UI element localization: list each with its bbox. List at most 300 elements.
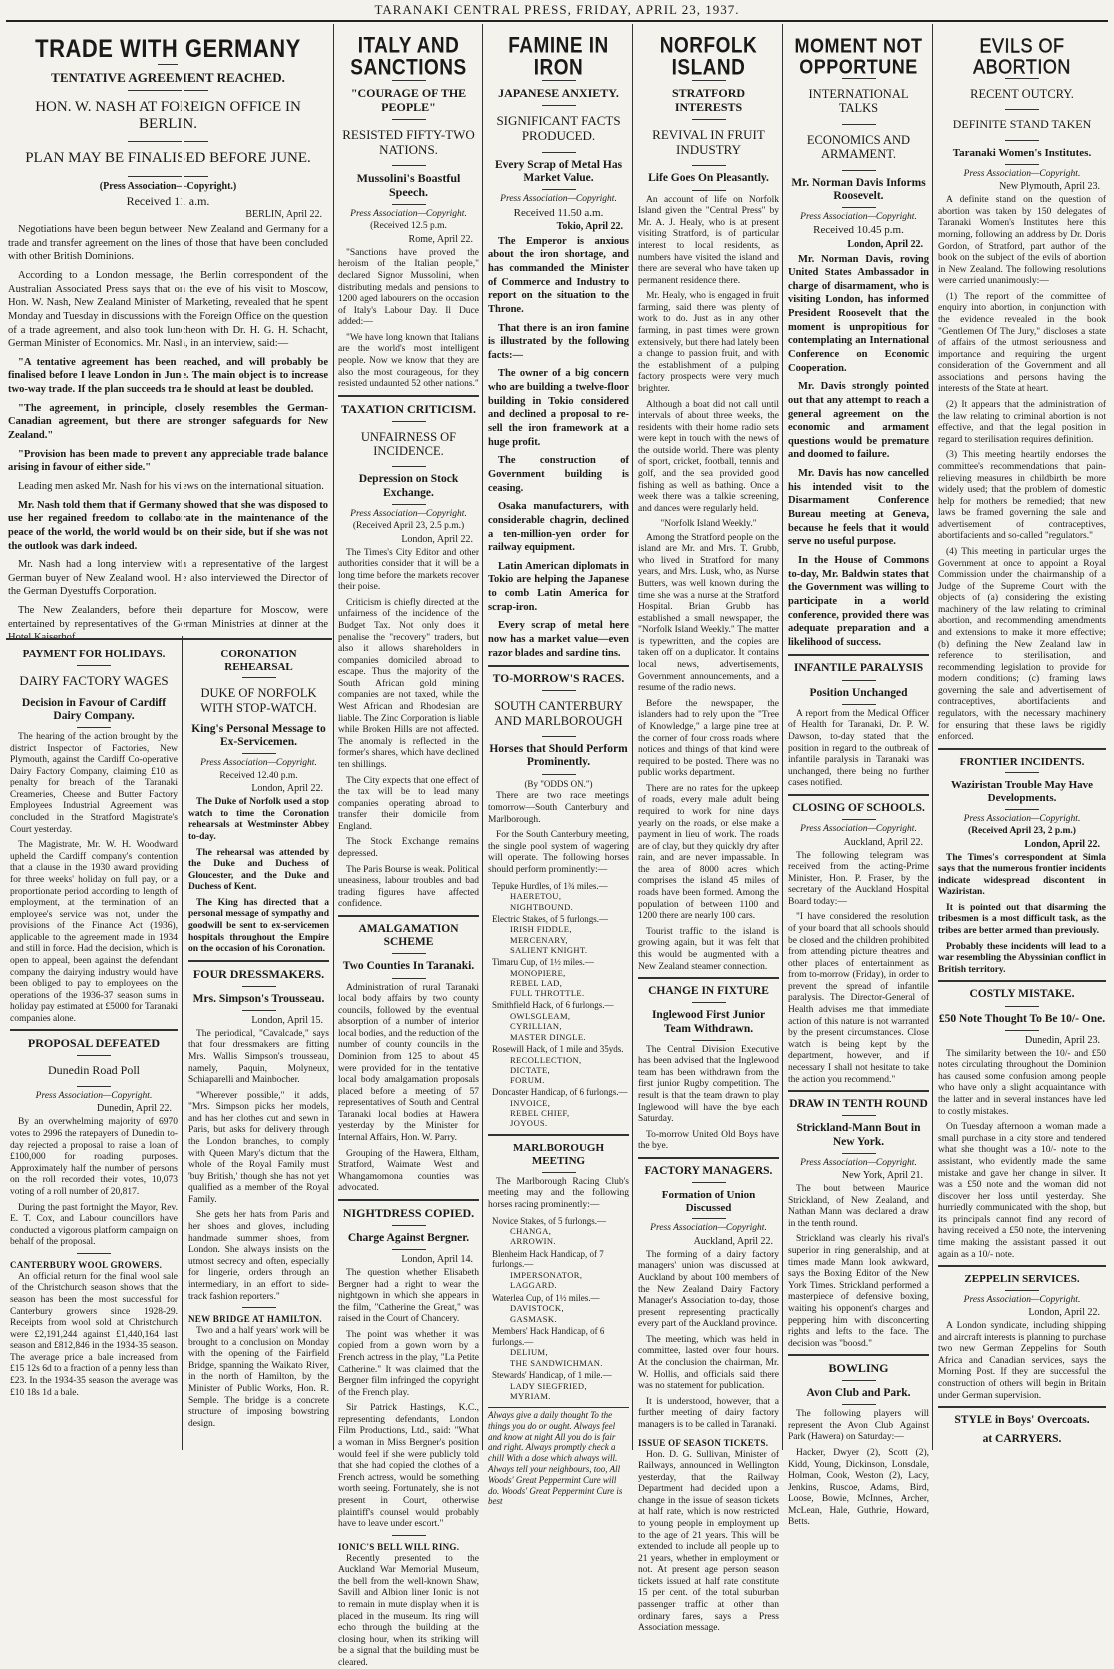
race-event: Novice Stakes, of 5 furlongs.—	[492, 1215, 606, 1226]
headline: CHANGE IN FIXTURE	[648, 985, 769, 998]
divider	[392, 204, 426, 205]
column-1-lower	[6, 642, 182, 1447]
article-four-dressmakers	[188, 968, 329, 1303]
credit: Press Association—Copyright.	[963, 1294, 1081, 1305]
divider	[692, 165, 726, 166]
divider	[542, 152, 576, 153]
horse-name: CYRILLIAN,	[510, 1021, 562, 1032]
column-5	[634, 34, 783, 1634]
subheadline: RECENT OUTCRY.	[970, 87, 1074, 101]
paragraph: The Times's City Editor and other authorities consider that it will be a long time before the markets recover their poise.	[338, 547, 479, 593]
article-amalgamation-scheme	[338, 923, 479, 1195]
divider	[842, 1380, 876, 1381]
received-time: Received 11 a.m.	[126, 193, 210, 208]
race-event: Doncaster Handicap, of 6 furlongs.—	[492, 1087, 628, 1098]
divider	[392, 421, 426, 422]
paragraph: Administration of rural Taranaki local body affairs by two county councils, followed by the eventual absorption of a number of interior local bodies, and the reduction of the number of county councils in the Dominion from 125 to about 45 were provided for in the tentative local body amalgamation proposals placed before a meeting of 57 representatives of South and Central Taranaki local bodies at Hawera yesterday by the Minister for Internal Affairs, Hon. W. Parry.	[338, 982, 479, 1144]
headline: CANTERBURY WOOL GROWERS.	[10, 1259, 163, 1270]
divider	[242, 986, 276, 987]
paragraph: A report from the Medical Officer of Health for Taranaki, Dr. P. W. Dawson, to-day stated that the position in regard to the outbreak of infantile paralysis in Taranaki was unchanged, there being no further cases notified.	[788, 708, 929, 789]
column-6	[784, 34, 933, 1528]
horse-name: JOYOUS.	[510, 1118, 548, 1129]
subheadline: SIGNIFICANT FACTS PRODUCED.	[496, 112, 621, 143]
paragraph: That there is an iron famine is illustrated by the following facts:—	[488, 322, 629, 361]
paragraph: The bout between Maurice Strickland, of New Zealand, and Nathan Mann was declared a draw in the tenth round.	[788, 1184, 929, 1229]
paragraph: Mr. Nash told them that if Germany showed that she was disposed to use her regained freedom to collaborate in the maintenance of the peace of the world, the world would be on their side, but if she was not the outlook was dark indeed.	[8, 499, 328, 552]
paragraph: "The agreement, in principle, closely resembles the German-Canadian agreement, but there are stronger safeguards for New Zealand."	[8, 402, 328, 442]
divider	[392, 466, 426, 467]
divider	[488, 1407, 629, 1408]
subheadline: DEFINITE STAND TAKEN	[952, 117, 1092, 132]
horse-name: LADY SIEGFRIED,	[510, 1380, 587, 1391]
headline: TO-MORROW'S RACES.	[492, 673, 625, 686]
dateline: London, April 22.	[1028, 1307, 1100, 1319]
divider	[392, 504, 426, 505]
article-costly-mistake	[938, 988, 1106, 1261]
race-event: Tepuke Hurdles, of 1¾ miles.—	[492, 880, 608, 891]
section-rule	[788, 1090, 929, 1092]
article-change-in-fixture	[638, 985, 779, 1153]
article-trade-with-germany	[8, 34, 328, 644]
divider	[1005, 140, 1039, 141]
column-7	[934, 34, 1110, 1446]
paragraph: Negotiations have been begun between New Zealand and Germany for a trade and transfer agreement on the lines of those that have been concluded with other British Dominions.	[8, 224, 328, 263]
divider	[77, 1253, 111, 1254]
divider	[842, 819, 876, 820]
race-event: Electric Stakes, of 5 furlongs.—	[492, 913, 608, 924]
paragraph: According to a London message, the Berlin correspondent of the Australian Associated Press says that on the eve of his visit to Moscow, Hon. W. Nash, New Zealand Minister of Marketing, revealed that he spent Monday and Tuesday in discussions with the Foreign Office on the question of a trade agreement, and also took luncheon with Dr. H. G. H. Schacht, German Minister of Economics. Mr. Nash, in an interview, said:—	[8, 270, 328, 350]
headline: COSTLY MISTAKE.	[969, 988, 1075, 1001]
paragraph: She gets her hats from Paris and her shoes and gloves, including handmade summer shoes, from London. She always insists on the utmost secrecy and often, especially for lingerie, orders through an intermediary, in an effort to side-track fashion reporters."	[188, 1210, 329, 1302]
article-new-bridge	[188, 1314, 329, 1430]
race-event: Timaru Cup, of 1½ miles.—	[492, 957, 594, 968]
section-rule	[10, 1029, 178, 1031]
horse-name: NIGHTBOUND.	[510, 901, 574, 912]
divider	[842, 78, 876, 79]
byline: (By "ODDS ON.")	[524, 778, 593, 789]
received-time: (Received April 23, 2.5 p.m.)	[352, 521, 465, 532]
paragraph: The similarity between the 10/- and £50 notes circulating throughout the Dominion has caused some confusion among people who have only a slight acquaintance with the latter and in several instances have led to costly mistakes.	[938, 1048, 1106, 1117]
section-subhead: ISSUE OF SEASON TICKETS.	[638, 1437, 769, 1448]
paragraph: Mr. Nash had a long interview with a representative of the largest German buyer of New Zealand wool. He also interviewed the Director of the German Dyestuffs Corporation.	[8, 559, 328, 598]
paragraph: On Tuesday afternoon a woman made a small purchase in a city store and tendered what she thought was a 10/- note to the assistant, who evidently made the same mistake and gave her change in silver. It was a £50 note and the woman did not discover her loss until yesterday. She hurriedly communicated with the shop, but its principals cannot find any record of having received a £50 note, the intervening time making the assistant passed it out again as a 10/- note.	[938, 1122, 1106, 1260]
horse-name: REBEL LAD,	[510, 978, 563, 989]
advertisement: Always give a daily thought To the things you do or ought. Always feel and know at night All you do is fair and right. Always promptly check a chill With a dose which always will. Always tell your neighbours, too, All Woods' Great Peppermint Cure will do. Woods' Great Peppermint Cure is best	[488, 1409, 623, 1507]
paragraph: The Paris Bourse is weak. Political uneasiness, labour troubles and bad trading figures have affected confidence.	[338, 864, 479, 910]
horse-name: SALIENT KNIGHT.	[510, 944, 588, 955]
paragraph: Grouping of the Hawera, Eltham, Stratford, Waimate West and Whangamomona counties was advocated.	[338, 1148, 479, 1194]
dateline: London, April 22.	[1024, 838, 1100, 850]
credit: Press Association—Copyright.	[800, 824, 917, 835]
received-time: Received 12.40 p.m.	[219, 770, 298, 781]
divider	[1005, 1006, 1039, 1007]
article-payment-for-holidays	[10, 648, 178, 1025]
paragraph: A London syndicate, including shipping and aircraft interests is planning to purchase two new German Zeppelins for South Africa and Canadian services, says the Morning Post. If they are successful the construction of others will begin in Britain under German supervision.	[938, 1321, 1106, 1401]
paragraph: The construction of Government building is ceasing.	[488, 455, 629, 494]
dateline: Auckland, April 22.	[693, 1235, 773, 1247]
paragraph: Hon. D. G. Sullivan, Minister of Railways, announced in Wellington yesterday, that the Railway Department had decided upon a change in the issue of season tickets at half rate, which is now restricted to young people in employment up to the age of 21 years. This will be extended to include all people up to 21 years, whether in employment or not. At present age person season tickets issued at half rate constitute 15 per cent. of the total suburban passenger traffic at other than ordinary fares, says a Press Association message.	[638, 1449, 779, 1634]
divider	[842, 207, 876, 208]
headline: FACTORY MANAGERS.	[644, 1164, 773, 1177]
divider	[392, 119, 426, 120]
divider	[842, 170, 876, 171]
divider	[77, 665, 111, 666]
paragraph: "Sanctions have proved the heroism of the Italian people," declared Signor Mussolini, when distributing medals and pensions to 1200 aged labourers on the occasion of Italy's Labour Day. Il Duce added:—	[338, 247, 479, 328]
divider	[242, 1010, 276, 1011]
horse-name: MASTER DINGLE.	[510, 1031, 586, 1042]
column-4	[484, 34, 633, 1507]
paragraph: The hearing of the action brought by the district Inspector of Factories, New Plymouth, against the Cardiff Co-operative Dairy Factory Company, claiming £10 as penalty for breach of the Taranaki Creameries, Cheese and Butter Factory Employees Industrial Agreement was concluded in the Stratford Magistrate's Court yesterday.	[10, 732, 178, 835]
headline: TAXATION CRITICISM.	[341, 401, 476, 416]
divider	[128, 141, 208, 142]
section-rule	[188, 960, 329, 962]
section-subhead: "Norfolk Island Weekly."	[660, 519, 757, 530]
divider	[128, 90, 208, 91]
ad-line: STYLE in Boys' Overcoats.	[954, 1414, 1090, 1427]
headline: NIGHTDRESS COPIED.	[342, 1205, 475, 1220]
divider	[392, 1535, 426, 1536]
divider	[542, 105, 576, 106]
paragraph: (1) The report of the committee of enquiry into abortion, in conjunction with the evidence revealed in the book "Gentlemen Of The Jury," discloses a state of affairs of the utmost seriousness and importance and requiring the urgent consideration of the Government and all associations and persons having the interests of the State at heart.	[938, 291, 1106, 395]
headline: PAYMENT FOR HOLIDAYS.	[22, 648, 166, 660]
divider	[692, 80, 726, 81]
subheadline: PLAN MAY BE FINALISED BEFORE JUNE.	[25, 150, 311, 167]
section-rule	[638, 977, 779, 979]
article-ionics-bell	[338, 1542, 479, 1669]
column-3	[334, 34, 483, 1668]
headline: FAMINE IN IRON	[508, 34, 609, 80]
horse-name: THE SANDWICHMAN.	[510, 1357, 603, 1368]
subheadline: King's Personal Message to Ex-Servicemen.	[191, 723, 326, 749]
divider	[692, 119, 726, 120]
divider	[542, 1172, 576, 1173]
section-rule	[788, 1354, 929, 1356]
divider	[392, 80, 426, 81]
subheadline: Strickland-Mann Bout in New York.	[796, 1122, 921, 1148]
subheadline: Formation of Union Discussed	[661, 1189, 756, 1214]
credit: Press Association—Copyright.	[35, 1091, 153, 1102]
subheadline: Depression on Stock Exchange.	[358, 473, 459, 499]
paragraph: (2) It appears that the administration of the law relating to criminal abortion is not effective, and that the legal position in regard to sterilisation requires definition.	[938, 400, 1106, 445]
race-event: Blenheim Hack Handicap, of 7 furlongs.—	[492, 1248, 604, 1270]
masthead-rule	[6, 20, 1108, 22]
paragraph: "Wherever possible," it adds, "Mrs. Simpson picks her models, and has her clothes cut and sewn in Paris, but asks for delivery through the London branches, to comply with Queen Mary's dictum that the whole of the Royal Family must 'buy British,' though she has not yet qualified as a member of the Royal Family.	[188, 1090, 329, 1205]
divider	[392, 953, 426, 954]
race-event: Waterlea Cup, of 1½ miles.—	[492, 1292, 600, 1303]
horse-name: RECOLLECTION,	[510, 1054, 582, 1065]
horse-name: DELIUM,	[510, 1347, 548, 1358]
horse-name: MERCENARY,	[510, 934, 568, 945]
paragraph: Leading men asked Mr. Nash for his views on the international situation.	[18, 480, 324, 492]
divider	[392, 1249, 426, 1250]
article-infantile-paralysis	[788, 662, 929, 789]
article-zeppelin-services	[938, 1273, 1106, 1402]
paragraph: By an overwhelming majority of 6970 votes to 2996 the ratepayers of Dunedin to-day rejected a proposal to raise a loan of £100,000 for roading purposes. Approximately half the number of persons on the roll recorded their votes, 10,073 voting of a roll number of 20,817.	[10, 1117, 178, 1197]
subheadline: HON. W. NASH AT FOREIGN OFFICE IN BERLIN.	[35, 98, 301, 133]
paragraph: "We have long known that Italians are the world's most intelligent people. Now we know that they are also the most courageous, for they resisted undaunted 52 other nations."	[338, 332, 479, 390]
paragraph: Sir Patrick Hastings, K.C., representing defendants, London Film Productions, Ltd., said: "What a woman in Miss Bergner's position would feel if she were publicly told that she had copied the clothes of a French actress, would be something worth seeing. Fortunately, she is not present in Court, otherwise plaintiff's counsel would probably have to leave under escort."	[338, 1403, 479, 1530]
divider	[392, 978, 426, 979]
article-taxation-criticism	[338, 403, 479, 911]
received-time: (Received April 23, 2 p.m.)	[968, 826, 1076, 837]
divider	[1005, 1030, 1039, 1031]
divider	[542, 774, 576, 775]
horse-name: DAVISTOCK,	[510, 1303, 564, 1314]
dateline: Rome, April 22.	[408, 233, 473, 245]
paragraph: Tourist traffic to the island is growing again, but it was felt that this would be augmented with a New Zealand steamer connection.	[638, 926, 779, 972]
horse-name: FORUM.	[510, 1074, 545, 1085]
subheadline: Horses that Should Perform Prominently.	[489, 743, 628, 769]
article-coronation-rehearsal	[188, 648, 329, 956]
article-tomorrows-races	[488, 673, 629, 1128]
divider	[77, 1055, 111, 1056]
paragraph: (4) This meeting in particular urges the Government at once to appoint a Royal Commission under the chairmanship of a Judge of the Supreme Court with the objects of (a) considering the existing machinery of the law relating to criminal abortion, and recommending amendments and extensions to make it more effective; (b) defining the New Zealand law in reference to sterilisation, and recommending legislation to provide for modern conditions; (c) framing laws governing the sale and advertisement of contraceptives, abortifacients and regulators, with the necessary machinery for ensuring that these laws be rigidly enforced.	[938, 546, 1106, 743]
divider	[842, 680, 876, 681]
article-closing-of-schools	[788, 802, 929, 1086]
paragraph: The meeting, which was held in committee, lasted over four hours. At the conclusion the chairman, Mr. W. Hollis, and officials said there was no statement for publication.	[638, 1334, 779, 1392]
paragraph: Mr. Healy, who is engaged in fruit farming, said there was plenty of work to do. Just as in any other farming, in past times were grown extensively, but there had lately been a change to passion fruit, and with the establishment of a pulping factory prospects were very much brighter.	[638, 291, 779, 394]
subheadline: JAPANESE ANXIETY.	[498, 86, 619, 100]
divider	[542, 736, 576, 737]
dateline: London, April 22.	[847, 238, 923, 250]
divider	[1005, 109, 1039, 110]
section-rule	[488, 1134, 629, 1136]
divider	[542, 690, 576, 691]
article-nightdress-copied	[338, 1207, 479, 1531]
paragraph: The Emperor is anxious about the iron shortage, and has commanded the Minister of Commerce and Industry to report on the situation to the Throne.	[488, 235, 629, 315]
subheadline: Charge Against Bergner.	[347, 1231, 470, 1244]
section-rule	[338, 1199, 479, 1201]
divider	[1005, 78, 1039, 79]
divider	[692, 190, 726, 191]
dateline: BERLIN, April 22.	[245, 209, 322, 221]
divider	[392, 165, 426, 166]
horse-name: GASMASK.	[510, 1313, 557, 1324]
article-canterbury-wool	[10, 1260, 178, 1399]
paragraph: The Magistrate, Mr. W. H. Woodward upheld the Cardiff company's contention that a clause in the 1930 award providing for three weeks' holiday on full pay, or a proportionate period according to length of employment, at the termination of an employee's service was not, under the provisions of the Finance Act (1936), applicable to the agreement made in 1934 and still in force. Had the decision, which is open to appeal, been against the defendant company the dairying industry would have been obliged to pay to employees on the operations of the 1936-37 season sums in holiday pay estimated at £5000 for Taranaki companies alone.	[10, 840, 178, 1024]
paragraph: "I have considered the resolution of your board that all schools should be closed and the children prohibited from attending picture theatres and other places of entertainment as from to-morrow (Friday), in order to prevent the spread of infantile paralysis. The Director-General of Health advises me that immediate action of this nature is not warranted by the present circumstances. Close watch is being kept by the department, however, and if necessary I shall not hesitate to take the action you recommend."	[788, 912, 929, 1085]
paragraph: (3) This meeting heartily endorses the committee's recommendations that pain-relieving measures in childbirth be more widely used; that the problem of domestic help for mothers be remedied; that new laws be framed governing the sale and advertisement of contraceptives, abortifacients and so-called "regulators."	[938, 450, 1106, 542]
subheadline: Mussolini's Boastful Speech.	[356, 171, 461, 200]
subheadline: Mr. Norman Davis Informs Roosevelt.	[791, 176, 926, 202]
headline: TRADE WITH GERMANY	[35, 34, 301, 63]
credit: Press Association—Copyright.	[963, 168, 1081, 179]
paragraph: The following players will represent the Avon Club Against Park (Hawera) on Saturday:—	[788, 1409, 929, 1443]
credit: (Press Association—Copyright.)	[99, 180, 237, 192]
section-rule	[6, 638, 332, 640]
paragraph: Recently presented to the Auckland War Memorial Museum, the bell from the well-known Shaw, Savill and Albion liner Ionic is not to remain in mute display when it is placed in the museum. Its ring will echo through the building at the closing hour, when its striking will be a signal that the building must be cleared.	[338, 1553, 479, 1668]
race-list	[488, 881, 629, 1129]
paragraph: Hacker, Dwyer (2), Scott (2), Kidd, Young, Dickinson, Lonsdale, Holman, Cook, Weston (2), Lacy, Jenkins, Ruscoe, Adams, Bird, Loose, Bowie, McInnes, Archer, McLean, Hale, Guthrie, Howard, Betts.	[788, 1448, 929, 1528]
paragraph: There are two race meetings tomorrow—South Canterbury and Marlborough.	[488, 791, 629, 825]
subheadline: SOUTH CANTERBURY AND MARLBOROUGH	[494, 699, 623, 728]
divider	[242, 1307, 276, 1308]
headline: FRONTIER INCIDENTS.	[959, 755, 1085, 768]
credit: Press Association—Copyright.	[650, 1223, 767, 1234]
article-italy-and-sanctions	[338, 34, 479, 391]
headline: PROPOSAL DEFEATED	[27, 1036, 161, 1051]
paragraph: Mr. Davis strongly pointed out that any attempt to reach a general agreement on the economic and armament questions would be premature and doomed to failure.	[788, 381, 929, 461]
paragraph: Latin American diplomats in Tokio are helping the Japanese to comb Latin America for scrap-iron.	[488, 560, 629, 613]
divider	[842, 1404, 876, 1405]
subheadline: £50 Note Thought To Be 10/- One.	[938, 1012, 1106, 1025]
dateline: Dunedin, April 23.	[1025, 1034, 1100, 1046]
divider	[158, 64, 178, 65]
divider	[842, 124, 876, 125]
headline: CLOSING OF SCHOOLS.	[792, 801, 925, 814]
horse-name: LAGGARD.	[510, 1280, 557, 1291]
article-draw-in-tenth-round	[788, 1098, 929, 1350]
paragraph: Mr. Norman Davis, roving United States Ambassador in charge of disarmament, who is visiting London, has informed President Roosevelt that the moment is unpropitious for contemplating an International Conference on Economic Cooperation.	[788, 253, 929, 374]
paragraph: The owner of a big concern who are building a twelve-floor building in Tokio considered and declined a proposal to re-sell the iron framework at a huge profit.	[488, 368, 629, 448]
divider	[77, 1086, 111, 1087]
advertisement-carryers	[938, 1414, 1106, 1446]
headline: ITALY AND SANCTIONS	[350, 34, 467, 80]
article-bowling	[788, 1362, 929, 1529]
horse-name: MYRIAM.	[510, 1390, 551, 1401]
paragraph: The King has directed that a personal message of sympathy and goodwill be sent to ex-servicemen hospitals throughout the Empire on the occasion of his Coronation.	[188, 897, 329, 955]
paragraph: Although a boat did not call until intervals of about three weeks, the residents with their home radio sets were kept in touch with the news of the outside world. There was plenty of sport, cricket, football, tennis and golf, and the sea provided good fishing as well as bathing. Once a week there was a talkie screening, and dances were regularly held.	[638, 399, 779, 514]
paragraph: The Times's correspondent at Simla says that the numerous frontier incidents indicate widespread discontent in Waziristan.	[938, 852, 1106, 898]
subheadline: UNFAIRNESS OF INCIDENCE.	[360, 429, 457, 458]
headline: IONIC'S BELL WILL RING.	[338, 1541, 460, 1552]
paragraph: The rehearsal was attended by the Duke and Duchess of Gloucester, and the Duke and Duchess of Kent.	[188, 847, 329, 893]
paragraph: Osaka manufacturers, with considerable chagrin, declined a ten-million-yen order for railway equipment.	[488, 501, 629, 554]
section-rule	[788, 794, 929, 796]
paragraph: During the past fortnight the Mayor, Rev. E. T. Cox, and Labour councillors have conducted a vigorous platform campaign on behalf of the proposal.	[10, 1202, 178, 1248]
section-rule	[788, 654, 929, 656]
paragraph: The following telegram was received from the acting-Prime Minister, Hon. P. Fraser, by the secretary of the Auckland Hospital Board today:—	[788, 850, 929, 907]
article-moment-not-opportune	[788, 34, 929, 649]
horse-name: IRISH FIDDLE,	[510, 924, 572, 935]
subheadline: Position Unchanged	[809, 686, 908, 699]
article-famine-in-iron	[488, 34, 629, 660]
subheadline: Every Scrap of Metal Has Market Value.	[494, 158, 623, 184]
paragraph: Criticism is chiefly directed at the unfairness of the incidence of the Budget Tax. Not only does it penalise the "recovery" traders, but also it allows shareholders in companies domiciled abroad to escape. Thus the majority of the South African gold mining companies are not taxed, while the West African and Rhodesian are liable. The Zinc Corporation is liable while Broken Hills are not affected. The anomaly is reflected in the former's shares, which have declined ten shillings.	[338, 597, 479, 770]
headline: BOWLING	[828, 1361, 889, 1376]
paragraph: Strickland was clearly his rival's superior in ring generalship, and at times made Mann look awkward, says the Boxing Editor of the New York Times. Strickland performed a masterpiece of defensive boxing, waiting his opponent's charges and peppering him with disconcerting rights and lefts to the face. The decision was "boosd."	[788, 1234, 929, 1349]
headline: MARLBOROUGH MEETING	[512, 1142, 605, 1168]
divider	[692, 1040, 726, 1041]
masthead: TARANAKI CENTRAL PRESS, FRIDAY, APRIL 23, 1937.	[374, 2, 740, 17]
divider	[1005, 1290, 1039, 1291]
divider	[242, 677, 276, 678]
paragraph: A definite stand on the question of abortion was taken by 150 delegates of Taranaki Women's Institutes here this morning, following an address by Dr. Doris Gordon, of Stratford, part author of the book on the subject of the evils of abortion in New Zealand. The following resolutions were carried unanimously:—	[938, 195, 1106, 287]
divider	[1005, 164, 1039, 165]
dateline: Auckland, April 22.	[843, 836, 923, 848]
subheadline: DUKE OF NORFOLK WITH STOP-WATCH.	[200, 686, 317, 715]
dateline: Dunedin, April 22.	[97, 1103, 172, 1115]
credit: Press Association—Copyright.	[500, 194, 617, 205]
divider	[128, 176, 208, 177]
dateline: New Plymouth, April 23.	[999, 181, 1100, 193]
dateline: London, April 15.	[251, 1014, 323, 1026]
paragraph: The Central Division Executive has been advised that the Inglewood team has been withdrawn from the first junior Rugby competition. The result is that the team drawn to play Inglewood will have the bye each Saturday.	[638, 1044, 779, 1125]
horse-name: MONOPIERE,	[510, 967, 566, 978]
paragraph: Among the Stratford people on the island are Mr. and Mrs. T. Grubb, who lived in Stratford for many years, and Mrs. Lusk, who, as Nurse Butters, was well known during the time she was a nurse at the Stratford Hospital. Brian Grubb has established a small newspaper, the "Norfolk Island Weekly." The matter is typewritten, and the copies are taken off on a duplicator. It contains local news, advertisements, Government announcements, and a resume of the radio news.	[638, 532, 779, 694]
subheadline: Life Goes On Pleasantly.	[648, 172, 769, 185]
headline: CORONATION REHEARSAL	[220, 648, 297, 673]
horse-name: OWLSGLEAM,	[510, 1011, 571, 1022]
headline: NEW BRIDGE AT HAMILTON.	[188, 1314, 322, 1325]
subheadline: "COURAGE OF THE PEOPLE"	[350, 86, 467, 114]
paragraph: For the South Canterbury meeting, the single pool system of wagering will operate. The following horses should perform prominently:—	[488, 830, 629, 875]
dateline: London, April 22.	[251, 783, 323, 795]
section-rule	[938, 1406, 1106, 1408]
paragraph: An official return for the final wool sale of the Christchurch season shows that the season has been the most successful for Canterbury growers since 1928-29. Receipts from wool sold at Christchurch were £2,191,244 against £1,440,164 last season and £812,846 in the 1934-35 season. The average price a bale increased from £15 12s 6d to a fraction of a penny less than £23. In the 1934-35 season the average was £10 18s 1d a bale.	[10, 1271, 178, 1398]
divider	[692, 1182, 726, 1183]
divider	[1005, 772, 1039, 773]
paragraph: "Provision has been made to prevent any appreciable trade balance arising in favour of either side."	[8, 448, 328, 474]
paragraph: The periodical, "Cavalcade," says that four dressmakers are fitting Mrs. Wallis Simpson's trousseau, namely, Paquin, Molyneux, Schiaparelli and Mainbocher.	[188, 1028, 329, 1086]
subheadline: Mrs. Simpson's Trousseau.	[192, 992, 325, 1005]
subheadline: RESISTED FIFTY-TWO NATIONS.	[342, 126, 475, 157]
article-norfolk-island	[638, 34, 779, 973]
credit: Press Association—Copyright.	[963, 813, 1081, 824]
dateline: Tokio, April 22.	[556, 220, 623, 232]
subheadline: STRATFORD INTERESTS	[671, 86, 746, 114]
race-event: Stewards' Handicap, of 1 mile.—	[492, 1369, 612, 1380]
horse-name: INVOICE,	[510, 1097, 551, 1108]
section-rule	[338, 915, 479, 917]
paragraph: In the House of Commons to-day, Mr. Baldwin states that the Government was willing to participate in a world conference, provided there was adequate preparation and a likelihood of success.	[788, 554, 929, 648]
paragraph: Mr. Davis has now cancelled his intended visit to the Disarmament Conference Bureau meeting at Geneva, because he feels that it would serve no useful purpose.	[788, 468, 929, 548]
article-evils-of-abortion	[938, 34, 1106, 744]
paragraph: Probably these incidents will lead to a war resembling the Abyssinian conflict in British territory.	[938, 941, 1106, 975]
paragraph: To-morrow United Old Boys have the bye.	[638, 1129, 779, 1152]
paragraph: There are no rates for the upkeep of roads, every male adult being required to work for nine days yearly on the roads, or else make a payment in lieu of work. The roads are of clay, but they quickly dry after rain, and are never impassable. In the area of 8000 acres which comprises the island 45 miles of roads have been formed. Among the population of between 1100 and 1200 there are nearly 100 cars.	[638, 783, 779, 922]
subheadline: Two Counties In Taranaki.	[342, 960, 475, 973]
paragraph: The forming of a dairy factory managers' union was discussed at Auckland by about 100 members of the New Zealand Dairy Factory Manager's Association to-day, those present representing practically every part of the Auckland province.	[638, 1249, 779, 1330]
divider	[542, 80, 576, 81]
credit: Press Association—Copyright.	[350, 209, 467, 220]
article-factory-managers	[638, 1165, 779, 1635]
paragraph: The question whether Elisabeth Bergner had a right to wear the nightgown in which she appears in the film, "Catherine the Great," was raised in the Court of Chancery.	[338, 1267, 479, 1325]
headline: DRAW IN TENTH ROUND	[789, 1098, 928, 1111]
divider	[692, 1218, 726, 1219]
paragraph: Two and a half years' work will be brought to a conclusion on Monday with the opening of the Fairfield Bridge, spanning the Waikato River, in the north of Hamilton, by the Minister of Public Works, Hon. R. Semple. The bridge is a concrete structure of imposing bowstring design.	[188, 1326, 329, 1429]
paragraph: Every scrap of metal here now has a market value—even razor blades and sardine tins.	[488, 620, 629, 659]
subheadline: Taranaki Women's Institutes.	[952, 147, 1092, 160]
horse-name: ARROWIN.	[510, 1236, 556, 1247]
headline: INFANTILE PARALYSIS	[793, 662, 924, 675]
subheadline: INTERNATIONAL TALKS	[808, 87, 909, 116]
subheadline: TENTATIVE AGREEMENT REACHED.	[51, 70, 285, 85]
divider	[1005, 809, 1039, 810]
horse-name: FULL THROTTLE.	[510, 988, 585, 999]
section-rule	[338, 395, 479, 397]
paragraph: An account of life on Norfolk Island given the "Central Press" by Mr. A. J. Healy, who is at present visiting Stratford, is of particular interest to local residents, as numbers have visited the island and there are several who have taken up permanent residence there.	[638, 194, 779, 286]
subheadline: Avon Club and Park.	[806, 1387, 911, 1400]
horse-name: IMPERSONATOR,	[510, 1270, 583, 1281]
article-proposal-defeated	[10, 1037, 178, 1248]
divider	[842, 704, 876, 705]
divider	[77, 727, 111, 728]
paragraph: The New Zealanders, before their departure for Moscow, were entertained by representatives of the German Ministries at dinner at the Hotel Kaiserhof.	[8, 605, 328, 644]
paragraph: The Duke of Norfolk used a stop watch to time the Coronation rehearsals at Westminster Abbey to-day.	[188, 797, 329, 842]
headline: FOUR DRESSMAKERS.	[192, 966, 325, 981]
article-marlborough-meeting	[488, 1142, 629, 1507]
paragraph: It is pointed out that disarming the tribesmen is a most difficult task, as the tribes are better armed than previously.	[938, 902, 1106, 936]
divider	[392, 1225, 426, 1226]
paragraph: It is understood, however, that a further meeting of dairy factory managers is to be called in Taranaki.	[638, 1396, 779, 1430]
headline: MOMENT NOT OPPORTUNE	[794, 34, 923, 78]
race-list	[488, 1216, 629, 1401]
subheadline: ECONOMICS AND ARMAMENT.	[806, 132, 911, 162]
headline: ZEPPELIN SERVICES.	[964, 1273, 1080, 1286]
race-event: Members' Hack Handicap, of 6 furlongs.—	[492, 1325, 605, 1347]
horse-name: HAERETOU,	[510, 891, 562, 902]
